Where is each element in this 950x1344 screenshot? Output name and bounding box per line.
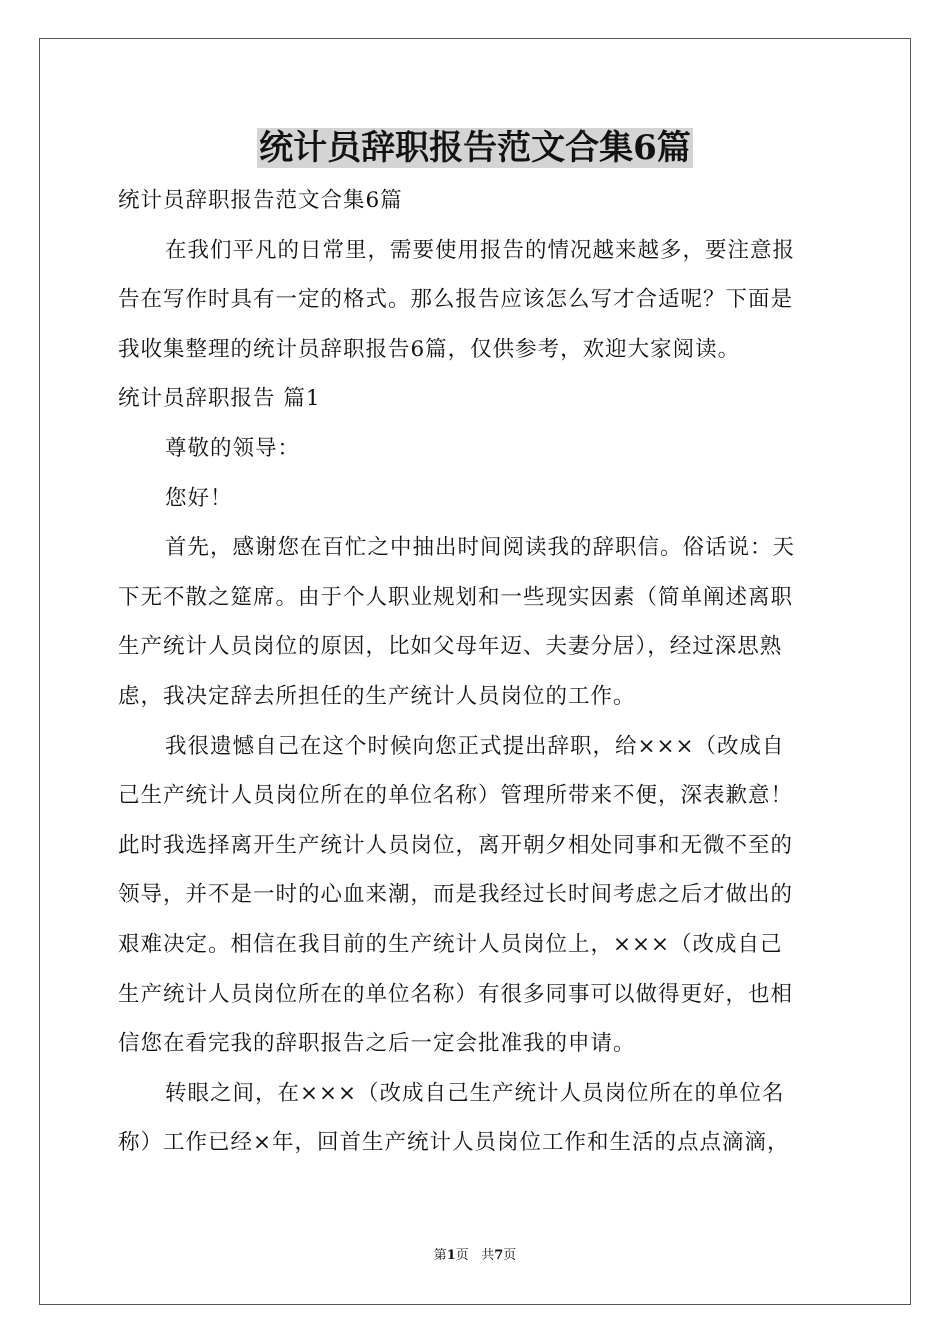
text-line: 告在写作时具有一定的格式。那么报告应该怎么写才合适呢？下面是 <box>118 287 794 313</box>
text-line: 艰难决定。相信在我目前的生产统计人员岗位上，×××（改成自己 <box>118 931 783 957</box>
text-line: 尊敬的领导： <box>165 435 301 461</box>
text-line: 在我们平凡的日常里，需要使用报告的情况越来越多，要注意报 <box>165 237 796 263</box>
text-line: 转眼之间，在×××（改成自己生产统计人员岗位所在的单位名 <box>165 1080 785 1106</box>
text-line: 领导，并不是一时的心血来潮，而是我经过长时间考虑之后才做出的 <box>118 882 794 908</box>
document-title <box>0 126 950 170</box>
text-line: 生产统计人员岗位所在的单位名称）有很多同事可以做得更好，也相 <box>118 981 794 1007</box>
footer-total-prefix: 共 <box>481 1248 495 1263</box>
text-line: 首先，感谢您在百忙之中抽出时间阅读我的辞职信。俗话说：天 <box>165 535 796 561</box>
text-line: 我收集整理的统计员辞职报告6篇，仅供参考，欢迎大家阅读。 <box>118 336 741 362</box>
text-line: 统计员辞职报告 篇1 <box>118 386 321 412</box>
document-body <box>118 176 834 1168</box>
text-line: 称）工作已经×年，回首生产统计人员岗位工作和生活的点点滴滴， <box>118 1130 790 1156</box>
text-line: 己生产统计人员岗位所在的单位名称）管理所带来不便，深表歉意！ <box>118 783 794 809</box>
text-line: 生产统计人员岗位的原因，比如父母年迈、夫妻分居），经过深思熟 <box>118 634 783 660</box>
page-footer <box>0 1246 950 1266</box>
text-line: 下无不散之筵席。由于个人职业规划和一些现实因素（简单阐述离职 <box>118 584 794 610</box>
text-line: 我很遗憾自己在这个时候向您正式提出辞职，给×××（改成自 <box>165 733 785 759</box>
document-title-text: 统计员辞职报告范文合集6篇 <box>259 128 691 168</box>
text-line: 虑，我决定辞去所担任的生产统计人员岗位的工作。 <box>118 683 636 709</box>
text-line: 此时我选择离开生产统计人员岗位，离开朝夕相处同事和无微不至的 <box>118 832 794 858</box>
text-line: 信您在看完我的辞职报告之后一定会批准我的申请。 <box>118 1031 636 1057</box>
text-line: 统计员辞职报告范文合集6篇 <box>118 188 403 213</box>
footer-page-number: 1 <box>446 1248 456 1263</box>
footer-total-pages: 7 <box>494 1248 504 1263</box>
footer-total-suffix: 页 <box>503 1248 517 1263</box>
footer-page-prefix: 第 <box>433 1248 447 1263</box>
footer-page-suffix: 页 <box>455 1248 469 1263</box>
text-line: 您好！ <box>165 485 233 511</box>
